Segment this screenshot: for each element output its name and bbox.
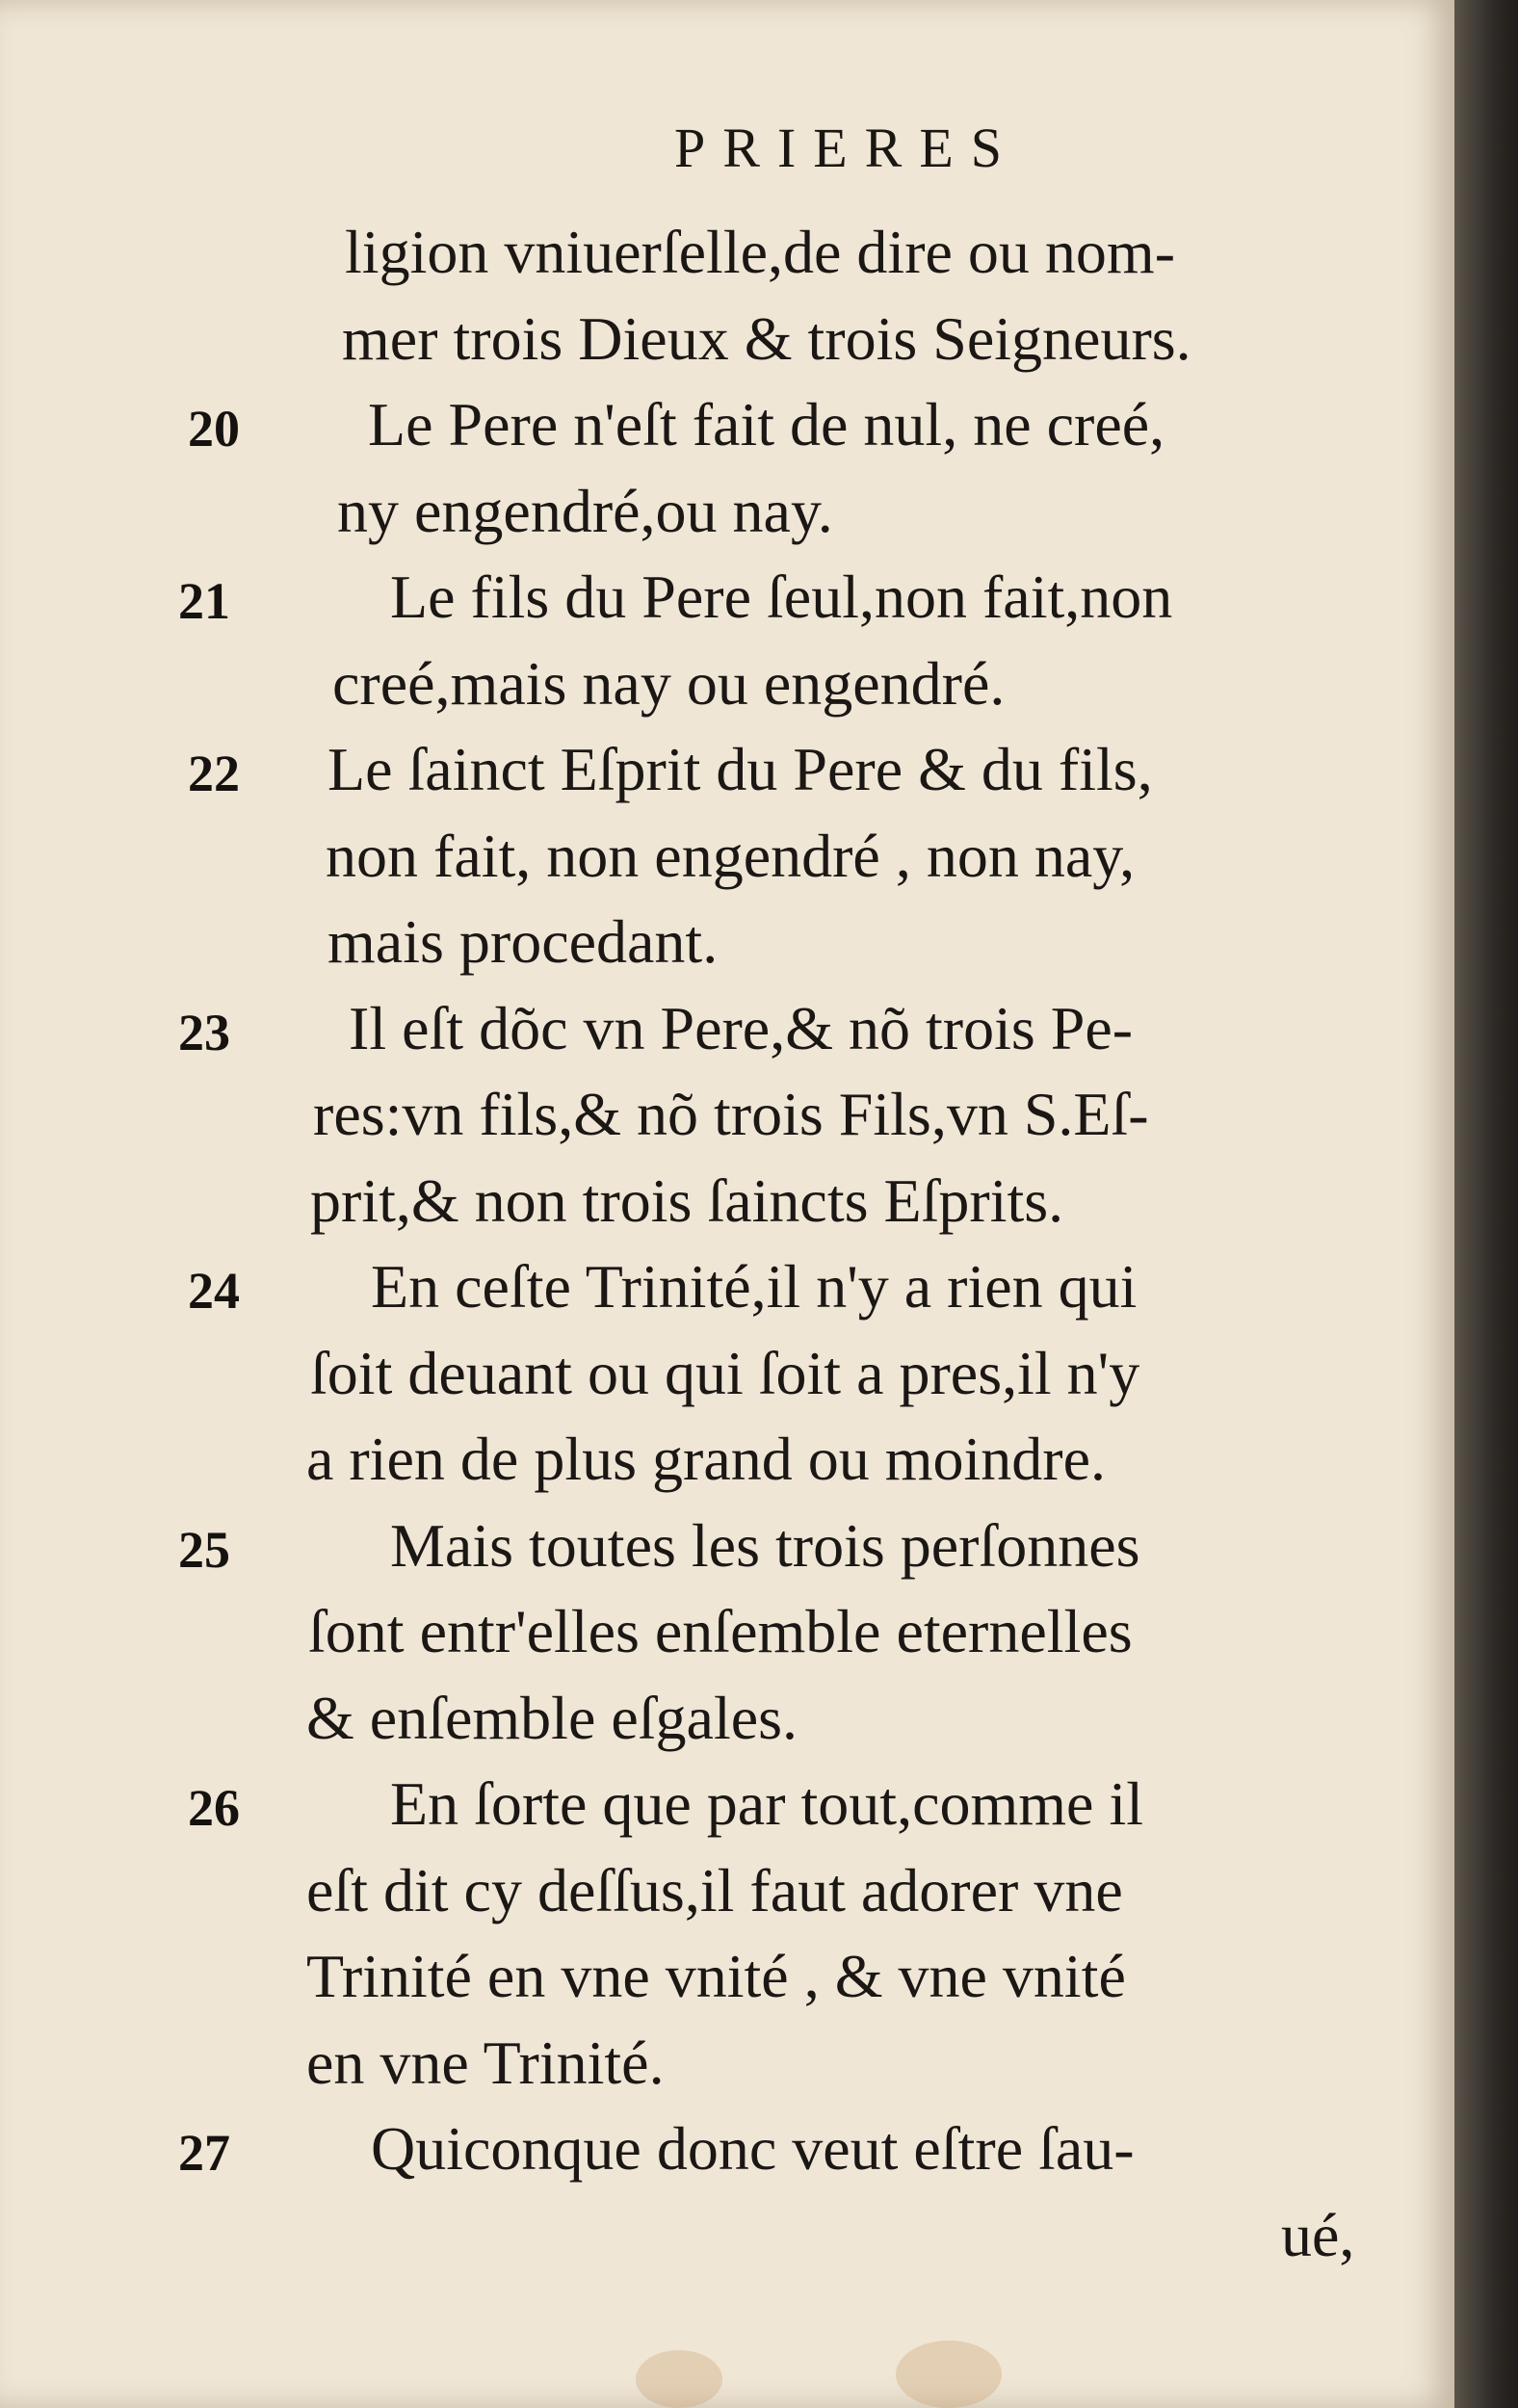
paper-stain <box>896 2341 1002 2408</box>
text-line: creé,mais nay ou engendré. <box>332 648 1006 718</box>
facing-page-edge <box>1454 0 1518 2408</box>
text-line: ſont entr'elles enſemble eternelles <box>308 1597 1133 1665</box>
text-line: prit,& non trois ſaincts Eſprits. <box>310 1165 1064 1235</box>
text-line: En ſorte que par tout,comme il <box>390 1769 1143 1838</box>
text-line: ſoit deuant ou qui ſoit a pres,il n'y <box>310 1338 1140 1407</box>
paper-stain <box>636 2350 722 2408</box>
text-line: Le ſainct Eſprit du Pere & du fils, <box>327 735 1153 803</box>
text-line: Le Pere n'eſt fait de nul, ne creé, <box>368 390 1165 458</box>
text-line: en vne Trinité. <box>306 2028 665 2097</box>
text-line: Le fils du Pere ſeul,non fait,non <box>390 563 1173 631</box>
text-line: Il eſt dõc vn Pere,& nõ trois Pe- <box>349 993 1134 1062</box>
text-line: a rien de plus grand ou moindre. <box>306 1425 1106 1493</box>
verse-number: 26 <box>188 1779 240 1837</box>
verse-number: 24 <box>188 1262 240 1320</box>
verse-number: 20 <box>188 400 240 458</box>
text-line: En ceſte Trinité,il n'y a rien qui <box>371 1252 1138 1321</box>
text-line: res:vn fils,& nõ trois Fils,vn S.Eſ- <box>313 1080 1149 1148</box>
text-line: & enſemble eſgales. <box>306 1683 798 1752</box>
verse-number: 25 <box>178 1520 230 1579</box>
text-line: mer trois Dieux & trois Seigneurs. <box>342 303 1191 373</box>
verse-number: 22 <box>188 745 240 802</box>
verse-number: 21 <box>178 572 230 630</box>
text-line: mais procedant. <box>327 907 719 976</box>
verse-number: 27 <box>178 2124 230 2182</box>
text-line: Trinité en vne vnité , & vne vnité <box>306 1942 1126 2010</box>
text-line: ny engendré,ou nay. <box>337 476 833 545</box>
text-line: Mais toutes les trois perſonnes <box>390 1510 1140 1580</box>
text-line: eſt dit cy deſſus,il faut adorer vne <box>306 1855 1123 1924</box>
text-line: ué, <box>1281 2200 1355 2269</box>
verse-number: 23 <box>178 1003 230 1061</box>
text-line: ligion vniuerſelle,de dire ou nom- <box>345 218 1175 286</box>
running-header: PRIERES <box>674 117 1020 179</box>
text-line: non fait, non engendré , non nay, <box>326 821 1136 890</box>
text-line: Quiconque donc veut eſtre ſau- <box>371 2114 1135 2183</box>
